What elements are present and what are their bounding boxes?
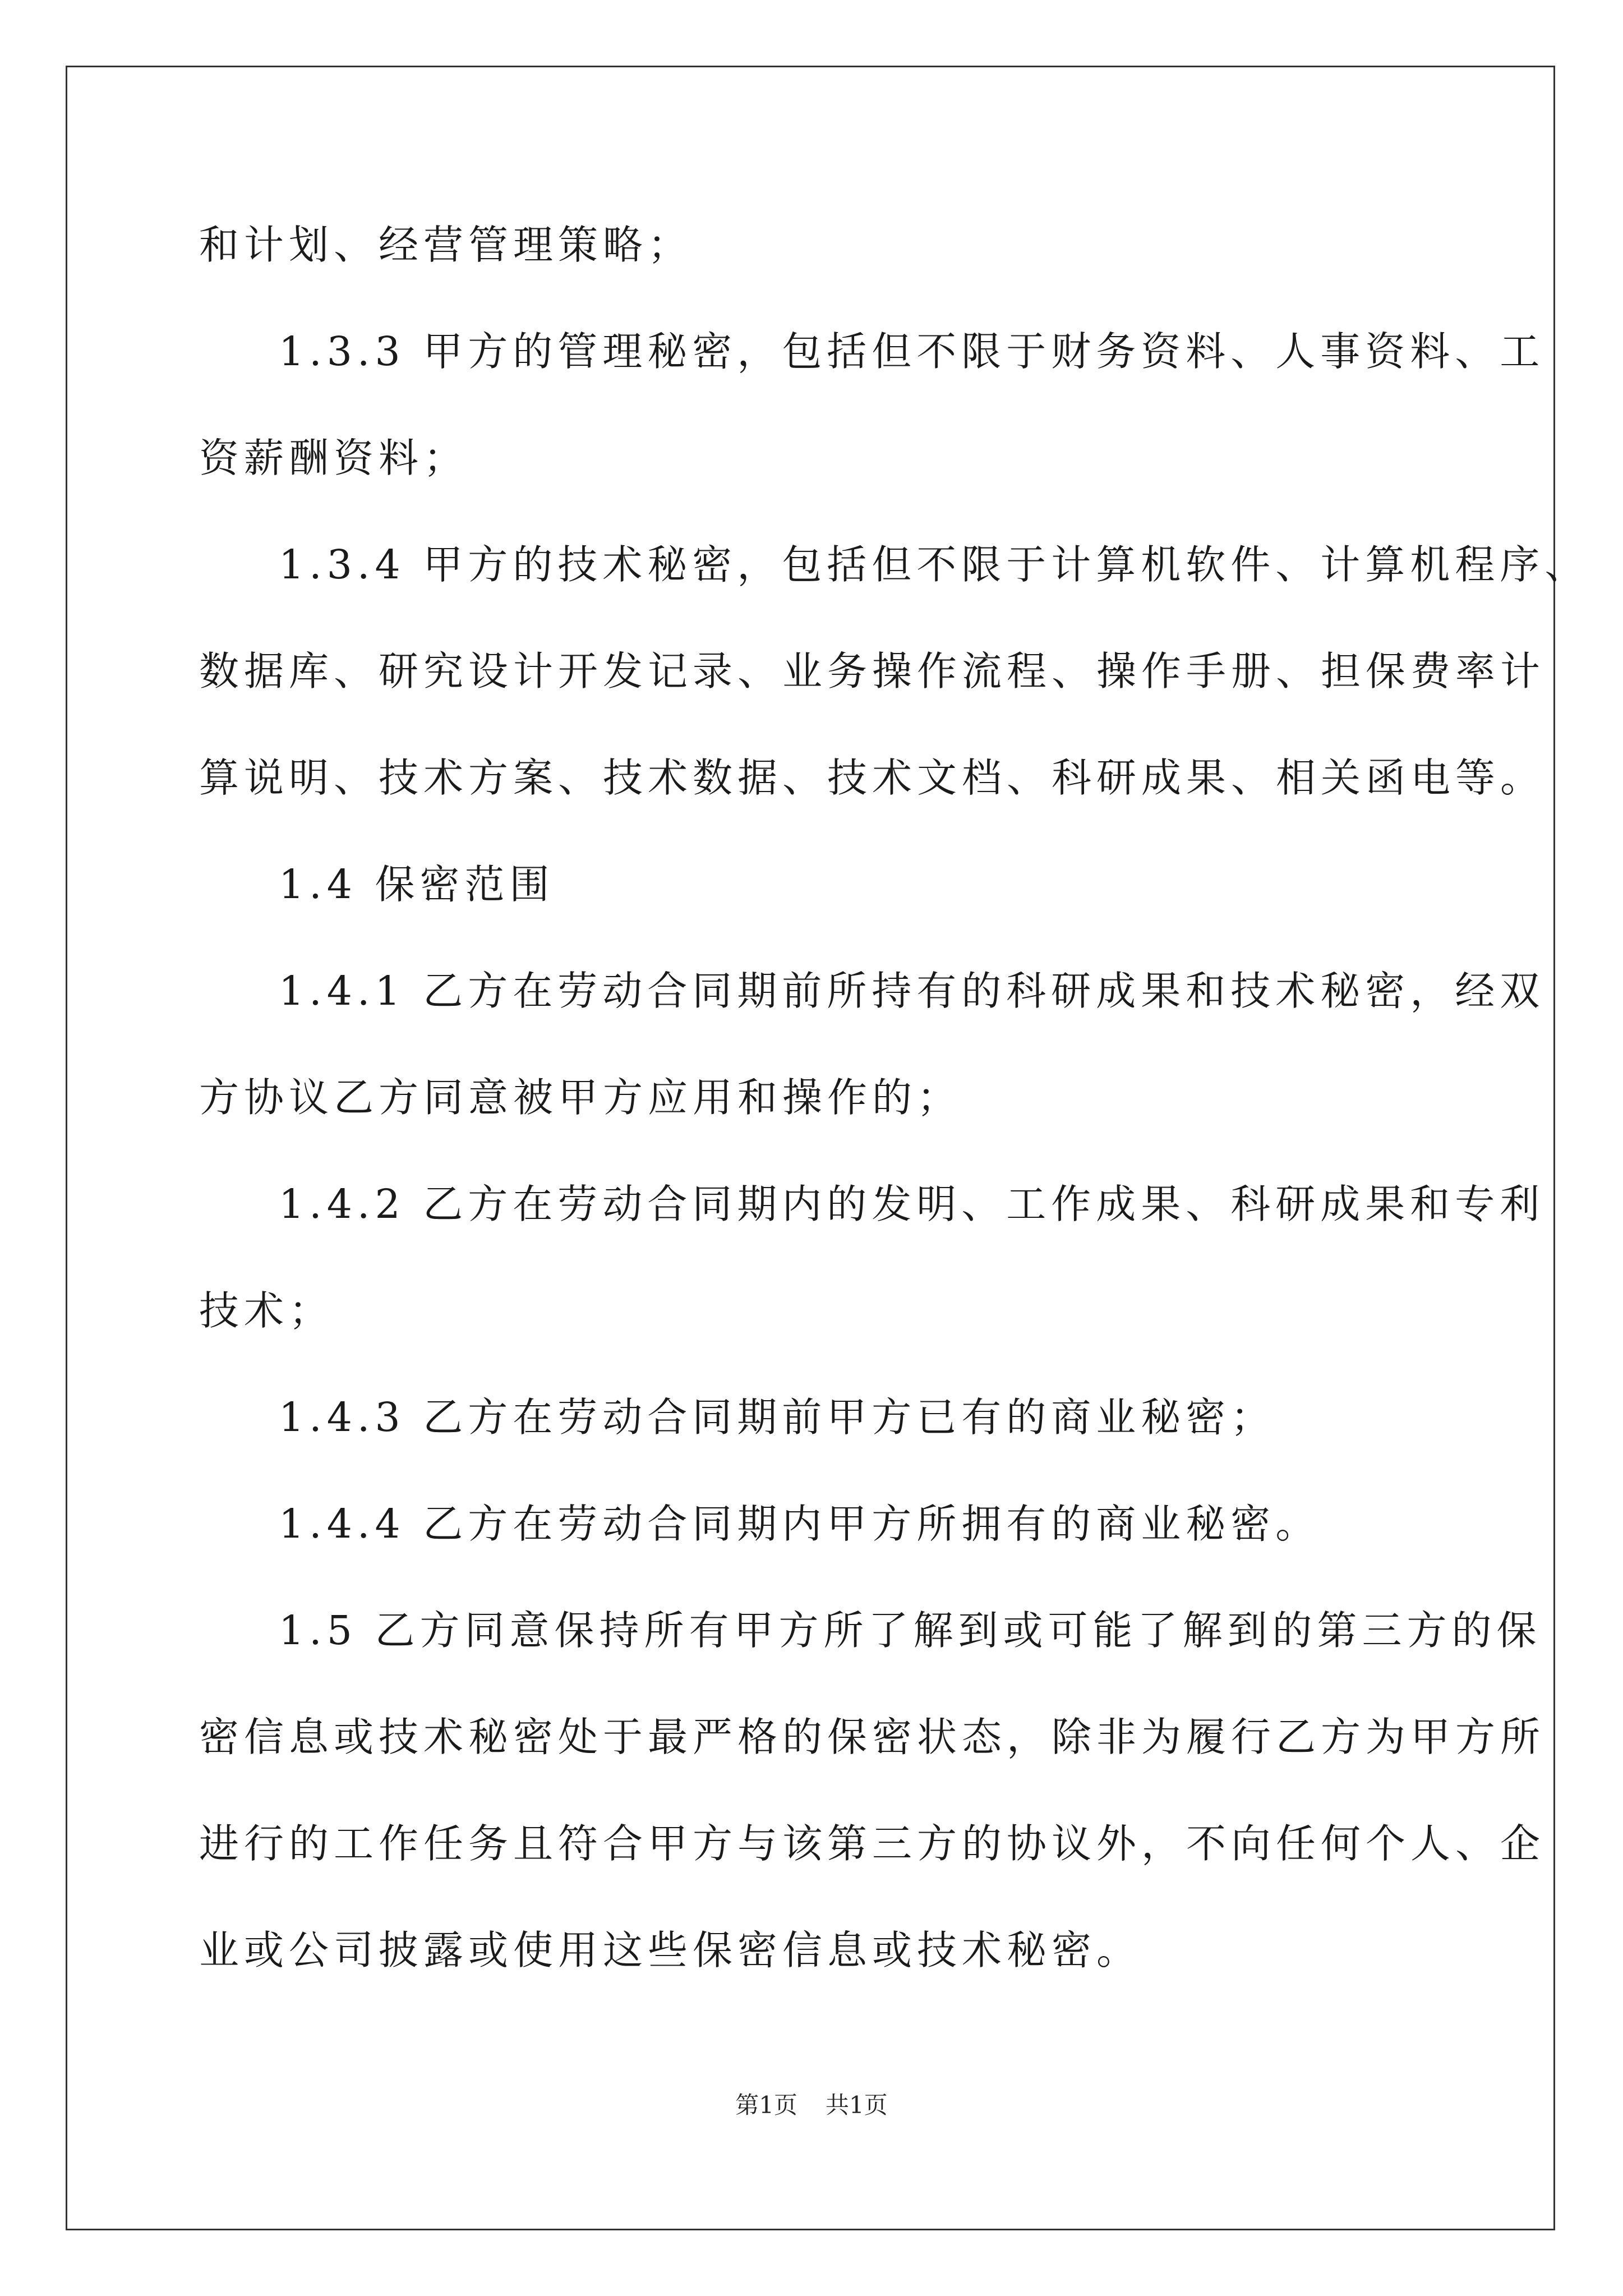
paragraph-line: 1.3.3 甲方的管理秘密，包括但不限于财务资料、人事资料、工 — [279, 328, 1545, 375]
paragraph-line: 和计划、经营管理策略； — [199, 222, 693, 268]
paragraph-line: 1.4.2 乙方在劳动合同期内的发明、工作成果、科研成果和专利 — [279, 1181, 1545, 1227]
page-number-current: 第1页 — [735, 2091, 797, 2119]
page-footer — [0, 2088, 1623, 2122]
paragraph-line: 算说明、技术方案、技术数据、技术文档、科研成果、相关函电等。 — [199, 754, 1546, 801]
paragraph-line: 技术； — [199, 1287, 334, 1334]
paragraph-line: 数据库、研究设计开发记录、业务操作流程、操作手册、担保费率计 — [199, 648, 1546, 694]
section-heading: 1.4 保密范围 — [279, 861, 555, 908]
paragraph-line: 1.5 乙方同意保持所有甲方所了解到或可能了解到的第三方的保 — [279, 1607, 1542, 1654]
paragraph-line: 1.4.3 乙方在劳动合同期前甲方已有的商业秘密； — [279, 1394, 1276, 1441]
paragraph-line: 资薪酬资料； — [199, 435, 469, 481]
paragraph-line: 1.3.4 甲方的技术秘密，包括但不限于计算机软件、计算机程序、 — [279, 541, 1590, 588]
page-border — [66, 66, 1555, 2230]
paragraph-line: 方协议乙方同意被甲方应用和操作的； — [199, 1074, 962, 1121]
paragraph-line: 1.4.4 乙方在劳动合同期内甲方所拥有的商业秘密。 — [279, 1501, 1321, 1547]
paragraph-line: 进行的工作任务且符合甲方与该第三方的协议外，不向任何个人、企 — [199, 1820, 1546, 1867]
page-number-total: 共1页 — [826, 2091, 888, 2119]
paragraph-line: 密信息或技术秘密处于最严格的保密状态，除非为履行乙方为甲方所 — [199, 1714, 1546, 1760]
paragraph-line: 1.4.1 乙方在劳动合同期前所持有的科研成果和技术秘密，经双 — [279, 968, 1545, 1014]
paragraph-line: 业或公司披露或使用这些保密信息或技术秘密。 — [199, 1927, 1142, 1973]
